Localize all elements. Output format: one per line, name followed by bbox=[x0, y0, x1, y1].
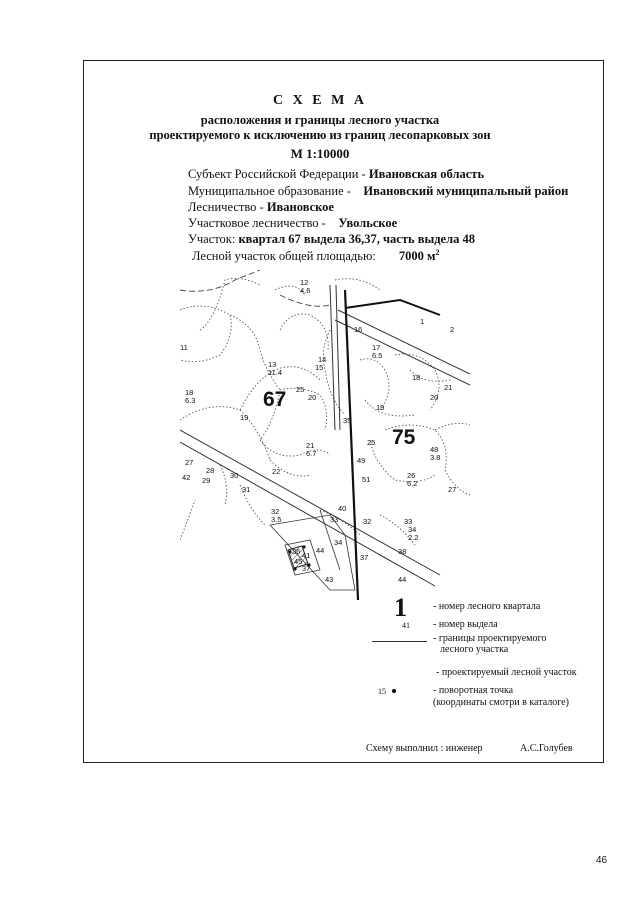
plot-lines bbox=[270, 510, 355, 590]
compartment-label: 37 bbox=[302, 564, 311, 573]
info-area bbox=[192, 248, 440, 264]
page-number: 46 bbox=[596, 855, 608, 866]
legend-boundary-line bbox=[372, 641, 427, 642]
compartment-label: 13 bbox=[268, 360, 277, 369]
scheme-subtitle-1: расположения и границы лесного участка bbox=[200, 113, 440, 127]
info-district-value: Увольское bbox=[338, 216, 398, 230]
compartment-label: 35 bbox=[343, 416, 352, 425]
info-district bbox=[188, 216, 397, 231]
compartment-label: 15 bbox=[315, 363, 324, 372]
compartment-area-label: 3.5 bbox=[271, 515, 282, 524]
legend-quarter-number: 1 bbox=[394, 593, 407, 622]
author-name: А.С.Голубев bbox=[520, 743, 573, 754]
author-label: Схему выполнил : инженер bbox=[366, 743, 483, 754]
quarter-label-75: 75 bbox=[392, 426, 416, 449]
legend-compartment-number: 41 bbox=[402, 621, 410, 630]
compartment-label: 33 bbox=[330, 515, 339, 524]
main-boundary-line-2 bbox=[345, 300, 440, 315]
compartment-label: 20 bbox=[430, 393, 439, 402]
info-municipal-value: Ивановский муниципальный район bbox=[363, 184, 569, 198]
compartment-label: 21 bbox=[444, 383, 453, 392]
legend-boundary-text-2: лесного участка bbox=[440, 644, 509, 655]
compartment-label: 40 bbox=[338, 504, 347, 513]
compartment-area-label: 6.5 bbox=[372, 351, 383, 360]
compartment-label: 28 bbox=[206, 466, 215, 475]
legend-boundary-text-1: - границы проектируемого bbox=[433, 633, 547, 644]
legend-point-dot-icon bbox=[392, 689, 396, 693]
compartment-label: 41 bbox=[302, 551, 311, 560]
compartment-label: 32 bbox=[271, 507, 280, 516]
info-plot-value: квартал 67 выдела 36,37, часть выдела 48 bbox=[238, 232, 475, 246]
forest-map bbox=[180, 270, 470, 605]
info-district-label: Участковое лесничество - bbox=[188, 216, 329, 230]
legend-quarter-text: - номер лесного квартала bbox=[433, 601, 541, 612]
info-subject-value: Ивановская область bbox=[368, 167, 485, 181]
info-area-unit-sup: 2 bbox=[435, 248, 440, 257]
compartment-area-label: 2.2 bbox=[408, 533, 419, 542]
compartment-area-label: 11.4 bbox=[268, 368, 283, 377]
compartment-label: 11 bbox=[180, 343, 188, 352]
legend-point-text: - поворотная точка bbox=[433, 685, 514, 696]
compartment-label: 29 bbox=[202, 476, 211, 485]
compartment-label: 34 bbox=[334, 538, 343, 547]
compartment-area-label: 6.7 bbox=[306, 449, 317, 458]
compartment-label: 21 bbox=[306, 441, 315, 450]
info-forestry-label: Лесничество - bbox=[188, 200, 267, 214]
compartment-label: 45 bbox=[294, 557, 303, 566]
compartment-label: 49 bbox=[357, 456, 366, 465]
compartment-label: 25 bbox=[296, 385, 305, 394]
road-lines bbox=[180, 285, 470, 586]
compartment-label: 16 bbox=[354, 325, 363, 334]
compartment-label: 38 bbox=[398, 547, 407, 556]
compartment-label: 14 bbox=[318, 355, 327, 364]
info-forestry bbox=[188, 200, 334, 215]
compartment-label: 51 bbox=[362, 475, 371, 484]
info-plot-label: Участок: bbox=[188, 232, 239, 246]
compartment-label: 27 bbox=[185, 458, 194, 467]
info-area-value: 7000 м bbox=[398, 249, 436, 264]
compartment-label: 30 bbox=[230, 471, 239, 480]
main-boundary-line bbox=[345, 290, 358, 600]
compartment-label: 44 bbox=[316, 546, 325, 555]
compartment-area-label: 6.2 bbox=[407, 479, 418, 488]
info-subject-label: Субъект Российской Федерации - bbox=[188, 167, 369, 181]
compartment-boundaries bbox=[180, 278, 470, 545]
compartment-label: 48 bbox=[430, 445, 439, 454]
scheme-subtitle-2: проектируемого к исключению из границ лесопарковых зон bbox=[149, 128, 491, 142]
compartment-label: 2 bbox=[450, 325, 455, 334]
compartment-label: 42 bbox=[182, 473, 191, 482]
compartment-label: 37 bbox=[360, 553, 369, 562]
quarter-label-67: 67 bbox=[263, 388, 287, 411]
legend-plot-text: - проектируемый лесной участок bbox=[436, 667, 577, 678]
compartment-label: 33 bbox=[404, 517, 413, 526]
compartment-label: 27 bbox=[448, 485, 457, 494]
legend-point-note: (координаты смотри в каталоге) bbox=[433, 697, 569, 708]
compartment-label: 12 bbox=[300, 278, 309, 287]
map-labels bbox=[180, 278, 456, 584]
info-subject bbox=[188, 167, 484, 182]
compartment-label: 17 bbox=[372, 343, 381, 352]
compartment-label: 36 bbox=[292, 547, 301, 556]
legend-point-number: 15 bbox=[378, 687, 386, 696]
compartment-label: 19 bbox=[240, 413, 249, 422]
compartment-label: 34 bbox=[408, 525, 417, 534]
info-plot bbox=[188, 232, 475, 247]
scheme-scale: М 1:10000 bbox=[290, 146, 350, 161]
compartment-label: 25 bbox=[367, 438, 376, 447]
legend-compartment-text: - номер выдела bbox=[433, 619, 498, 630]
info-municipal-label: Муниципальное образование - bbox=[188, 184, 355, 198]
compartment-label: 1 bbox=[420, 317, 425, 326]
compartment-label: 19 bbox=[376, 403, 385, 412]
compartment-label: 26 bbox=[407, 471, 416, 480]
compartment-label: 44 bbox=[398, 575, 407, 584]
compartment-label: 43 bbox=[325, 575, 334, 584]
compartment-area-label: 3.8 bbox=[430, 453, 441, 462]
compartment-label: 20 bbox=[308, 393, 317, 402]
compartment-label: 18 bbox=[185, 388, 194, 397]
info-area-label: Лесной участок общей площадью: bbox=[192, 249, 376, 264]
compartment-label: 18 bbox=[412, 373, 421, 382]
compartment-label: 31 bbox=[242, 485, 251, 494]
compartment-label: 22 bbox=[272, 467, 281, 476]
compartment-area-label: 4.6 bbox=[300, 286, 311, 295]
compartment-area-label: 6.3 bbox=[185, 396, 196, 405]
scheme-title: С Х Е М А bbox=[273, 93, 367, 108]
compartment-label: 32 bbox=[363, 517, 372, 526]
info-forestry-value: Ивановское bbox=[266, 200, 334, 214]
info-municipal bbox=[188, 184, 568, 199]
